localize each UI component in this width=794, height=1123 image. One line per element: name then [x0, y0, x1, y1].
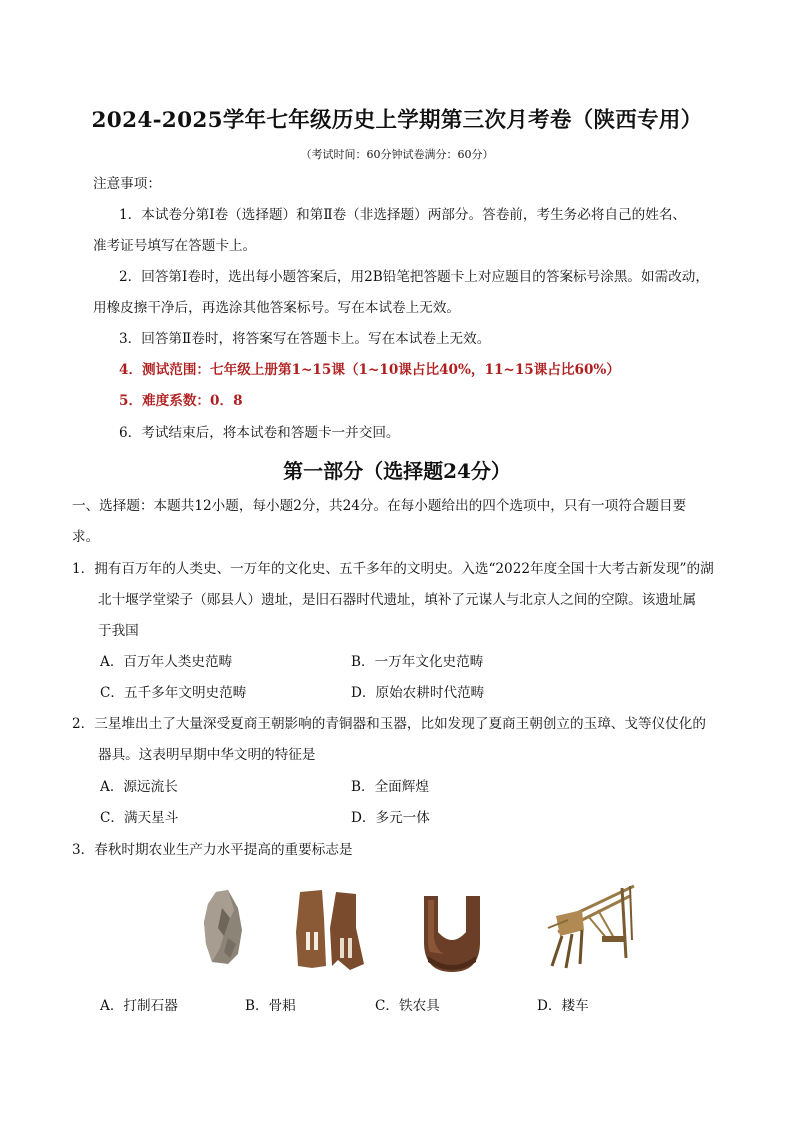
question-3-option-b[interactable]: B．骨耜	[245, 998, 296, 1014]
bone-spade-image	[294, 888, 366, 972]
question-3-option-a[interactable]: A．打制石器	[100, 998, 178, 1014]
question-2-option-d[interactable]: D．多元一体	[351, 810, 430, 826]
question-2-stem-line2: 器具。这表明早期中华文明的特征是	[98, 747, 316, 763]
question-3-option-c[interactable]: C．铁农具	[375, 998, 440, 1014]
notice-item-2-cont: 用橡皮擦干净后，再选涂其他答案标号。写在本试卷上无效。	[93, 300, 461, 316]
choice-instruction: 一、选择题：本题共12小题，每小题2分，共24分。在每小题给出的四个选项中，只有一项符合题目要	[72, 498, 687, 514]
notice-item-6: 6．考试结束后，将本试卷和答题卡一并交回。	[119, 425, 400, 441]
section-title: 第一部分（选择题24分）	[283, 459, 511, 483]
notice-item-test-scope: 4．测试范围：七年级上册第1~15课（1~10课占比40%，11~15课占比60%）	[119, 362, 620, 378]
notice-item-1: 1．本试卷分第Ⅰ卷（选择题）和第Ⅱ卷（非选择题）两部分。答卷前，考生务必将自己的姓名、	[119, 207, 687, 223]
question-1-option-a[interactable]: A．百万年人类史范畴	[100, 654, 233, 670]
question-1-option-d[interactable]: D．原始农耕时代范畴	[351, 685, 485, 701]
chipped-stone-tool-image	[198, 888, 248, 968]
question-2-stem: 2．三星堆出土了大量深受夏商王朝影响的青铜器和玉器，比如发现了夏商王朝创立的玉璋、戈等仪仗化的	[72, 716, 706, 732]
notice-item-2: 2．回答第Ⅰ卷时，选出每小题答案后，用2B铅笔把答题卡上对应题目的答案标号涂黑。如需改动，	[119, 269, 709, 285]
iron-farm-tool-image	[420, 890, 484, 974]
notice-heading: 注意事项：	[93, 176, 161, 192]
notice-item-difficulty: 5．难度系数：0．8	[119, 393, 243, 409]
exam-time-note: （考试时间：60分钟试卷满分：60分）	[300, 148, 494, 161]
question-3-option-d[interactable]: D．耧车	[537, 998, 589, 1014]
question-1-stem: 1．拥有百万年的人类史、一万年的文化史、五千多年的文明史。入选“2022年度全国十大考古新发现”的湖	[72, 561, 714, 577]
page-title: 2024-2025学年七年级历史上学期第三次月考卷（陕西专用）	[91, 108, 703, 133]
question-1-stem-line3: 于我国	[98, 623, 139, 639]
notice-item-3: 3．回答第Ⅱ卷时，将答案写在答题卡上。写在本试卷上无效。	[119, 331, 491, 347]
notice-item-1-cont: 准考证号填写在答题卡上。	[93, 238, 257, 254]
question-1-option-b[interactable]: B．一万年文化史范畴	[351, 654, 484, 670]
question-1-option-c[interactable]: C．五千多年文明史范畴	[100, 685, 247, 701]
seed-drill-image	[538, 880, 638, 976]
question-3-stem: 3．春秋时期农业生产力水平提高的重要标志是	[72, 842, 353, 858]
question-2-option-a[interactable]: A．源远流长	[100, 779, 178, 795]
question-1-stem-line2: 北十堰学堂梁子（郧县人）遗址，是旧石器时代遗址，填补了元谋人与北京人之间的空隙。该遗址属	[98, 592, 697, 608]
question-2-option-b[interactable]: B．全面辉煌	[351, 779, 429, 795]
question-2-option-c[interactable]: C．满天星斗	[100, 810, 179, 826]
choice-instruction-cont: 求。	[72, 529, 100, 545]
